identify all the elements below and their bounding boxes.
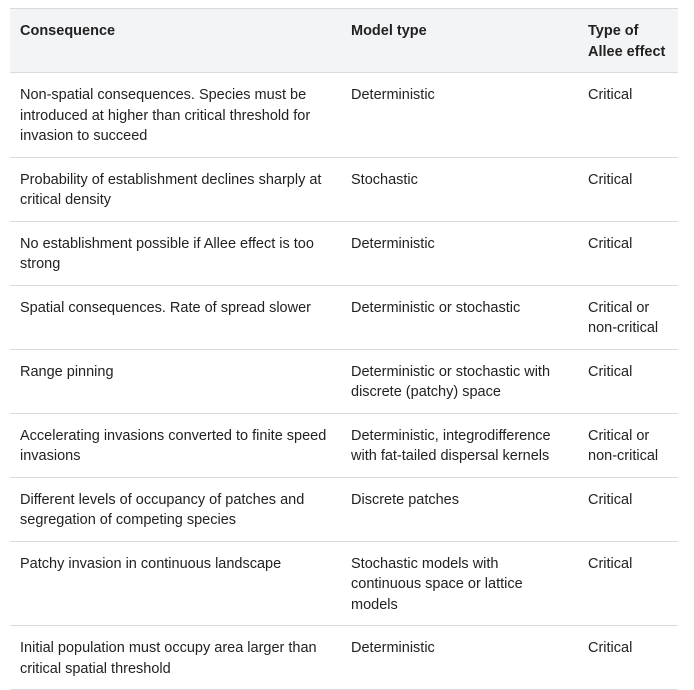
cell-consequence: Patchy invasion in continuous landscape xyxy=(10,541,341,626)
table-row xyxy=(10,477,678,541)
cell-allee-type: Critical xyxy=(578,221,678,285)
table-row xyxy=(10,73,678,158)
table-row xyxy=(10,626,678,690)
cell-model-type: Deterministic xyxy=(341,73,578,158)
cell-model-type: Deterministic or stochastic with discrete (patchy) space xyxy=(341,349,578,413)
cell-consequence: Non-spatial consequences. Species must be introduced at higher than critical threshold for invasion to succeed xyxy=(10,73,341,158)
table-row xyxy=(10,541,678,626)
cell-model-type: Deterministic xyxy=(341,626,578,690)
table-row xyxy=(10,349,678,413)
cell-model-type: Deterministic or stochastic xyxy=(341,285,578,349)
cell-allee-type: Critical or non-critical xyxy=(578,413,678,477)
header-consequence: Consequence xyxy=(10,9,341,73)
cell-allee-type: Critical xyxy=(578,157,678,221)
allee-consequences-table xyxy=(10,8,678,690)
cell-model-type: Stochastic models with continuous space or lattice models xyxy=(341,541,578,626)
header-allee-type: Type of Allee effect xyxy=(578,9,678,73)
cell-consequence: Probability of establishment declines sharply at critical density xyxy=(10,157,341,221)
cell-model-type: Deterministic xyxy=(341,221,578,285)
cell-consequence: Different levels of occupancy of patches and segregation of competing species xyxy=(10,477,341,541)
cell-consequence: No establishment possible if Allee effect is too strong xyxy=(10,221,341,285)
header-model-type: Model type xyxy=(341,9,578,73)
cell-consequence: Spatial consequences. Rate of spread slower xyxy=(10,285,341,349)
table-row xyxy=(10,413,678,477)
cell-consequence: Initial population must occupy area larger than critical spatial threshold xyxy=(10,626,341,690)
cell-model-type: Stochastic xyxy=(341,157,578,221)
cell-model-type: Discrete patches xyxy=(341,477,578,541)
table-body xyxy=(10,73,678,690)
cell-allee-type: Critical xyxy=(578,349,678,413)
cell-consequence: Accelerating invasions converted to finite speed invasions xyxy=(10,413,341,477)
allee-consequences-table-container xyxy=(10,8,678,690)
table-row xyxy=(10,157,678,221)
cell-allee-type: Critical xyxy=(578,477,678,541)
cell-consequence: Range pinning xyxy=(10,349,341,413)
cell-allee-type: Critical xyxy=(578,541,678,626)
cell-allee-type: Critical or non-critical xyxy=(578,285,678,349)
cell-model-type: Deterministic, integrodifference with fat-tailed dispersal kernels xyxy=(341,413,578,477)
header-row xyxy=(10,9,678,73)
cell-allee-type: Critical xyxy=(578,626,678,690)
table-header xyxy=(10,9,678,73)
cell-allee-type: Critical xyxy=(578,73,678,158)
table-row xyxy=(10,285,678,349)
table-row xyxy=(10,221,678,285)
